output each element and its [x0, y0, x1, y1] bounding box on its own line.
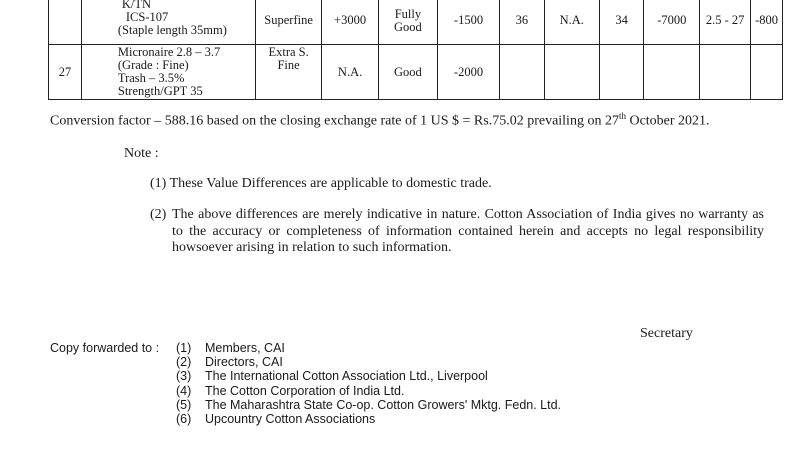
list-item	[176, 412, 561, 426]
table-cell: -1500	[437, 0, 499, 45]
desc-line: Trash – 3.5%	[117, 71, 185, 85]
variety-description-cell	[81, 45, 255, 100]
desc-line: K/TN	[121, 0, 152, 11]
table-cell: Extra S. Fine	[255, 45, 321, 100]
ordinal-suffix: th	[618, 111, 626, 121]
note-item	[150, 207, 764, 257]
serial-cell: 27	[49, 45, 82, 100]
conversion-text-end: October 2021.	[625, 113, 710, 129]
list-number: (2)	[176, 355, 192, 370]
desc-line: Strength/GPT 35	[117, 84, 203, 98]
list-item	[176, 384, 561, 398]
table-cell: -2000	[437, 45, 499, 100]
desc-line: ICS-107	[125, 10, 169, 24]
value-difference-table	[48, 0, 783, 100]
table-cell	[544, 45, 599, 100]
list-number: (1)	[176, 341, 192, 355]
table-cell	[500, 45, 545, 100]
note-text: The above differences are merely indicative in nature. Cotton Association of India gives no warranty as to the accuracy or completeness of information contained herein and accepts no legal responsibility howsoever arising in relation to such information.	[172, 207, 764, 255]
list-text: The Cotton Corporation of India Ltd.	[205, 383, 405, 398]
table-cell: Superfine	[255, 0, 321, 45]
note-text: These Value Differences are applicable to domestic trade.	[169, 176, 492, 191]
table-cell: Fully Good	[378, 0, 437, 45]
table-cell: N.A.	[544, 0, 599, 45]
list-text: The International Cotton Association Ltd., Liverpool	[205, 369, 488, 384]
list-item	[176, 355, 561, 369]
table-cell: -7000	[644, 0, 700, 45]
list-number: (3)	[176, 369, 192, 384]
copy-forwarded-label: Copy forwarded to :	[50, 341, 160, 355]
table-cell: -800	[751, 0, 783, 45]
table-cell	[599, 45, 644, 100]
desc-line: Micronaire 2.8 – 3.7	[117, 45, 221, 59]
conversion-factor-text	[50, 111, 710, 130]
table-cell: 36	[500, 0, 545, 45]
note-item	[150, 176, 492, 192]
note-heading: Note :	[124, 146, 159, 161]
list-text: Directors, CAI	[205, 355, 283, 370]
table-row	[49, 45, 783, 100]
signatory-title: Secretary	[640, 326, 693, 341]
table-cell: 2.5 - 27	[700, 0, 751, 45]
table-cell: Good	[378, 45, 437, 100]
note-number: (1)	[150, 176, 167, 191]
list-text: Upcountry Cotton Associations	[205, 412, 376, 427]
copy-forwarded-list	[176, 341, 561, 426]
list-text: Members, CAI	[205, 341, 285, 355]
list-item	[176, 398, 561, 412]
variety-description-cell	[81, 0, 255, 45]
list-number: (5)	[176, 397, 192, 412]
table-cell: N.A.	[322, 45, 379, 100]
list-number: (6)	[176, 412, 192, 427]
desc-line: (Staple length 35mm)	[117, 23, 227, 37]
table-row	[49, 0, 783, 45]
table-cell	[700, 45, 751, 100]
table-cell: 34	[599, 0, 644, 45]
desc-line: (Grade : Fine)	[117, 58, 189, 72]
table-cell	[644, 45, 700, 100]
list-number: (4)	[176, 383, 192, 398]
table-cell	[751, 45, 783, 100]
conversion-text-main: Conversion factor – 588.16 based on the closing exchange rate of 1 US $ = Rs.75.02 prevailing on 27	[50, 113, 619, 129]
list-item	[176, 341, 561, 355]
list-text: The Maharashtra State Co-op. Cotton Growers' Mktg. Fedn. Ltd.	[205, 397, 562, 412]
note-number: (2)	[150, 207, 167, 222]
serial-cell	[49, 0, 82, 45]
table-cell: +3000	[322, 0, 379, 45]
list-item	[176, 369, 561, 383]
